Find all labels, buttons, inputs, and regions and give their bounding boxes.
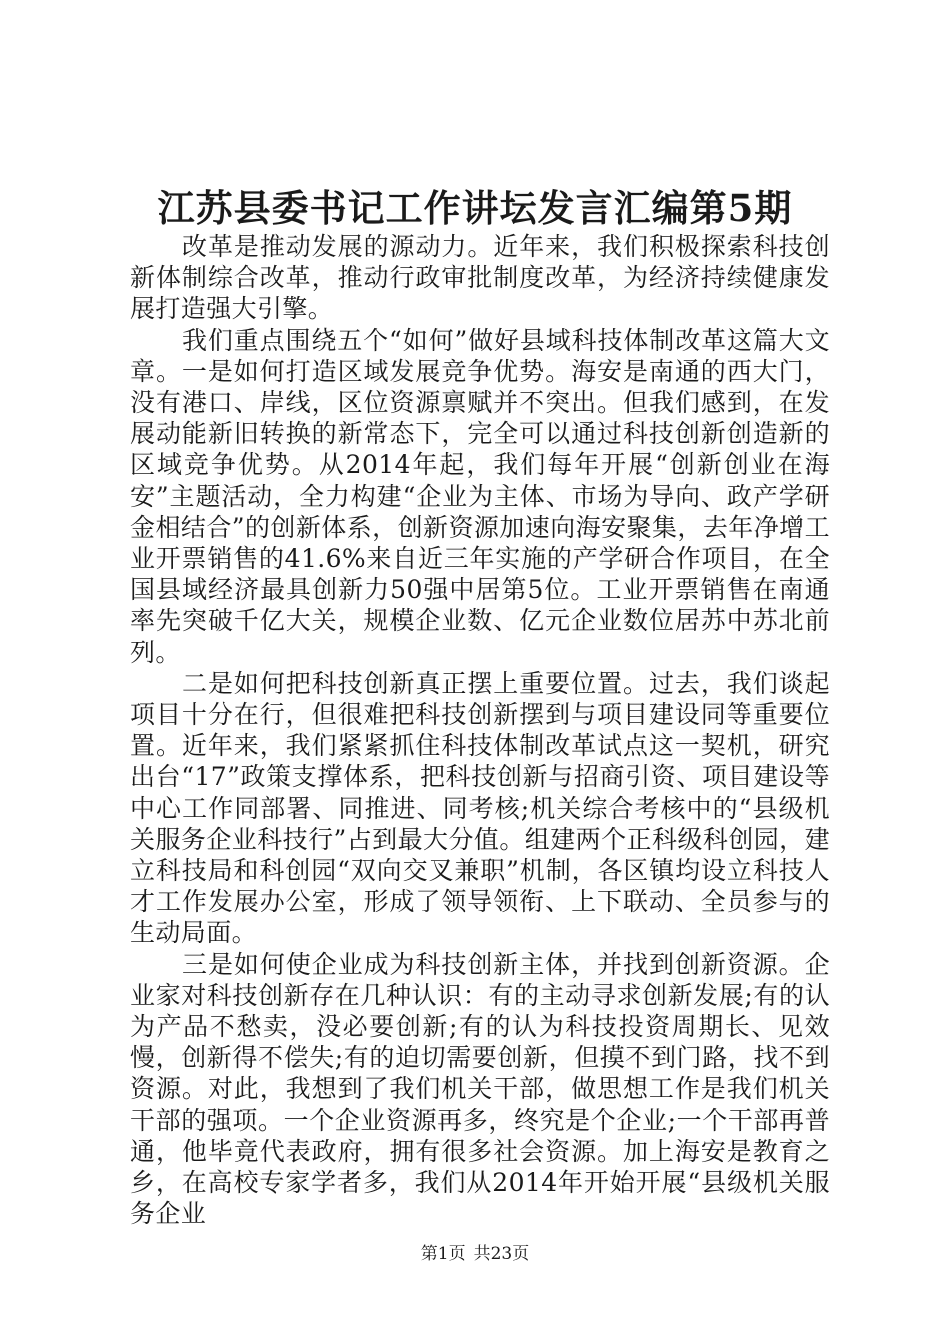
document-title: 江苏县委书记工作讲坛发言汇编第5期 bbox=[157, 186, 793, 230]
page-footer bbox=[0, 1243, 950, 1265]
paragraph-point-two: 二是如何把科技创新真正摆上重要位置。过去，我们谈起项目十分在行，但很难把科技创新摆到与项目建设同等重要位置。近年来，我们紧紧抓住科技体制改革试点这一契机，研究出台“17”政策支撑体系，把科技创新与招商引资、项目建设等中心工作同部署、同推进、同考核;机关综合考核中的“县级机关服务企业科技行”占到最大分值。组建两个正科级科创园，建立科技局和科创园“双向交叉兼职”机制，各区镇均设立科技人才工作发展办公室，形成了领导领衔、上下联动、全员参与的生动局面。 bbox=[130, 668, 830, 948]
paragraph-intro: 改革是推动发展的源动力。近年来，我们积极探索科技创新体制综合改革，推动行政审批制度改革，为经济持续健康发展打造强大引擎。 bbox=[130, 232, 830, 324]
document-body bbox=[130, 231, 830, 1230]
paragraph-point-three: 三是如何使企业成为科技创新主体，并找到创新资源。企业家对科技创新存在几种认识：有的主动寻求创新发展;有的认为产品不愁卖，没必要创新;有的认为科技投资周期长、见效慢，创新得不偿失;有的迫切需要创新，但摸不到门路，找不到资源。对此，我想到了我们机关干部，做思想工作是我们机关干部的强项。一个企业资源再多，终究是个企业;一个干部再普通，他毕竟代表政府，拥有很多社会资源。加上海安是教育之乡，在高校专家学者多，我们从2014年开始开展“县级机关服务企业 bbox=[130, 949, 830, 1229]
page-total: 共23页 bbox=[473, 1244, 530, 1264]
page-number: 第1页 bbox=[420, 1244, 466, 1264]
paragraph-point-one: 我们重点围绕五个“如何”做好县域科技体制改革这篇大文章。一是如何打造区域发展竞争优势。海安是南通的西大门，没有港口、岸线，区位资源禀赋并不突出。但我们感到，在发展动能新旧转换的新常态下，完全可以通过科技创新创造新的区域竞争优势。从2014年起，我们每年开展“创新创业在海安”主题活动，全力构建“企业为主体、市场为导向、政产学研金相结合”的创新体系，创新资源加速向海安聚集，去年净增工业开票销售的41.6%来自近三年实施的产学研合作项目，在全国县域经济最具创新力50强中居第5位。工业开票销售在南通率先突破千亿大关，规模企业数、亿元企业数位居苏中苏北前列。 bbox=[130, 325, 830, 667]
